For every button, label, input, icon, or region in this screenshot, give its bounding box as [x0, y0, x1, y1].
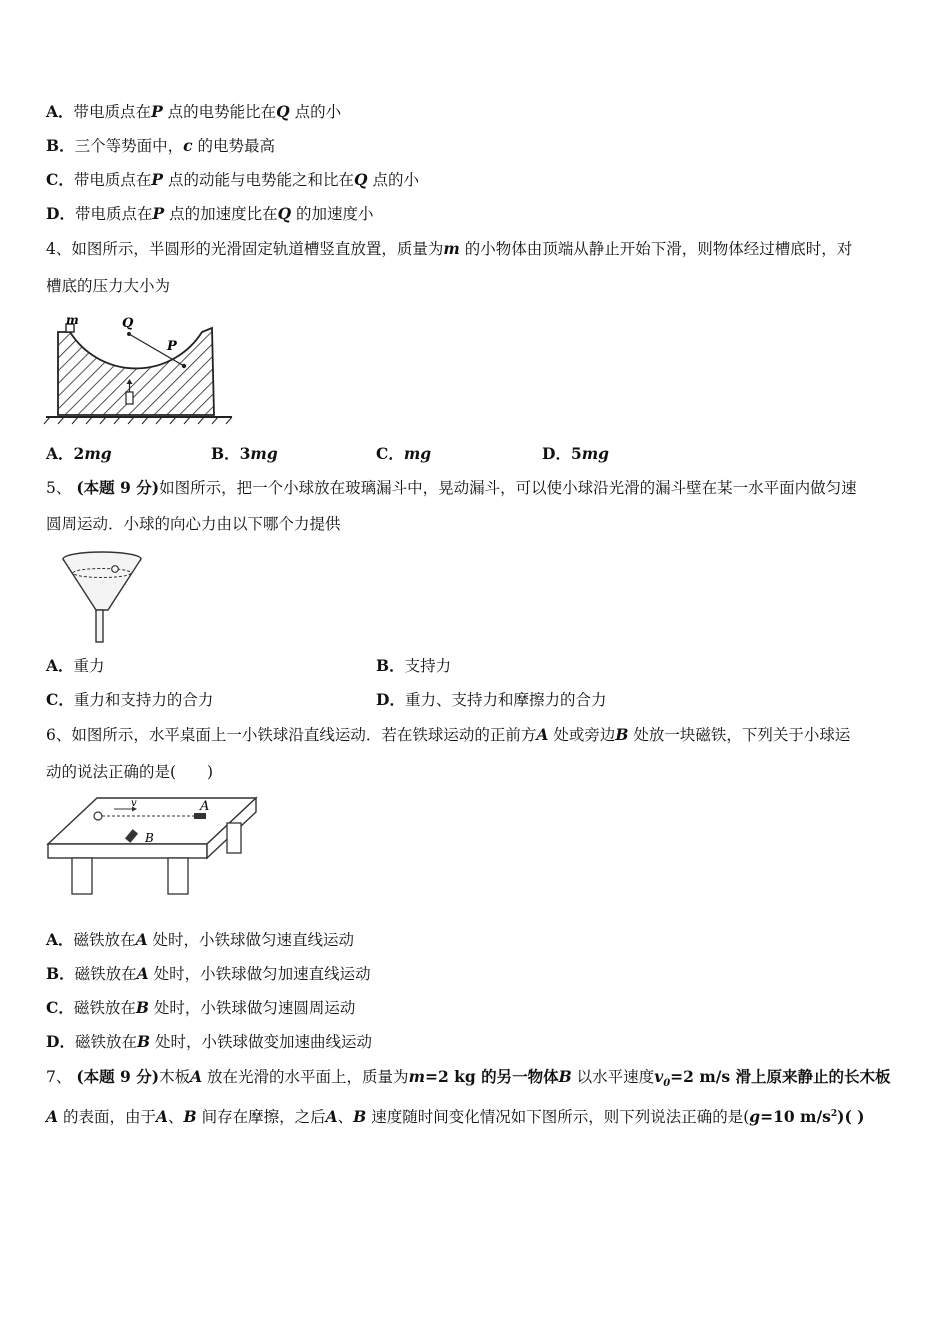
q6-stem-line1: 6、如图所示，水平桌面上一小铁球沿直线运动．若在铁球运动的正前方A 处或旁边B 处放一块磁铁，下列关于小球运: [46, 725, 851, 744]
q6-figure-table: [44, 792, 262, 900]
q4-option-a: A．2mg: [46, 444, 112, 463]
q6-option-b: B．磁铁放在A 处时，小铁球做匀加速直线运动: [46, 964, 371, 983]
q5-option-b: B．支持力: [376, 656, 452, 675]
q3-option-b: B．三个等势面中，c 的电势最高: [46, 136, 276, 155]
q7-stem-line2: A 的表面，由于A、B 间存在摩擦，之后A、B 速度随时间变化情况如下图所示，则下列说法正确的是(g=10 $m/s^2$)( ): [46, 1107, 865, 1127]
fig4-label-m: m: [66, 313, 79, 327]
q4-option-b: B．3mg: [211, 444, 278, 463]
q4-stem-line1: 4、如图所示，半圆形的光滑固定轨道槽竖直放置，质量为m 的小物体由顶端从静止开始下滑，则物体经过槽底时，对: [46, 239, 853, 258]
q5-figure-funnel: [56, 548, 151, 648]
q5-stem-line1: 5、 (本题 9 分)如图所示，把一个小球放在玻璃漏斗中，晃动漏斗，可以使小球沿光滑的漏斗壁在某一水平面内做匀速: [46, 478, 857, 497]
q5-option-a: A．重力: [46, 656, 105, 675]
fig6-label-b: B: [145, 831, 154, 845]
q7-stem-line1: 7、 (本题 9 分)木板A 放在光滑的水平面上，质量为m=2 kg 的另一物体B 以水平速度$v_0=2$ m/s 滑上原来静止的长木板: [46, 1067, 891, 1090]
fig4-label-p: P: [167, 339, 177, 354]
q6-stem-line2: 动的说法正确的是( ): [46, 763, 214, 781]
q3-option-c: C．带电质点在P 点的动能与电势能之和比在Q 点的小: [46, 170, 419, 189]
fig6-label-v: v: [131, 798, 137, 809]
q6-option-c: C．磁铁放在B 处时，小铁球做匀速圆周运动: [46, 998, 356, 1017]
q3-option-d: D．带电质点在P 点的加速度比在Q 的加速度小: [46, 204, 374, 223]
q4-figure-semicircular-track: [42, 310, 237, 430]
q6-option-d: D．磁铁放在B 处时，小铁球做变加速曲线运动: [46, 1032, 373, 1051]
q4-option-d: D．5mg: [542, 444, 610, 463]
fig6-label-a: A: [200, 799, 210, 814]
q5-stem-line2: 圆周运动．小球的向心力由以下哪个力提供: [46, 515, 341, 533]
fig4-label-q: Q: [122, 316, 134, 331]
q5-option-d: D．重力、支持力和摩擦力的合力: [376, 690, 607, 709]
q5-option-c: C．重力和支持力的合力: [46, 690, 214, 709]
q4-option-c: C．mg: [376, 444, 432, 463]
q6-option-a: A．磁铁放在A 处时，小铁球做匀速直线运动: [46, 930, 355, 949]
q4-stem-line2: 槽底的压力大小为: [46, 277, 171, 295]
q3-option-a: A．带电质点在P 点的电势能比在Q 点的小: [46, 102, 342, 121]
